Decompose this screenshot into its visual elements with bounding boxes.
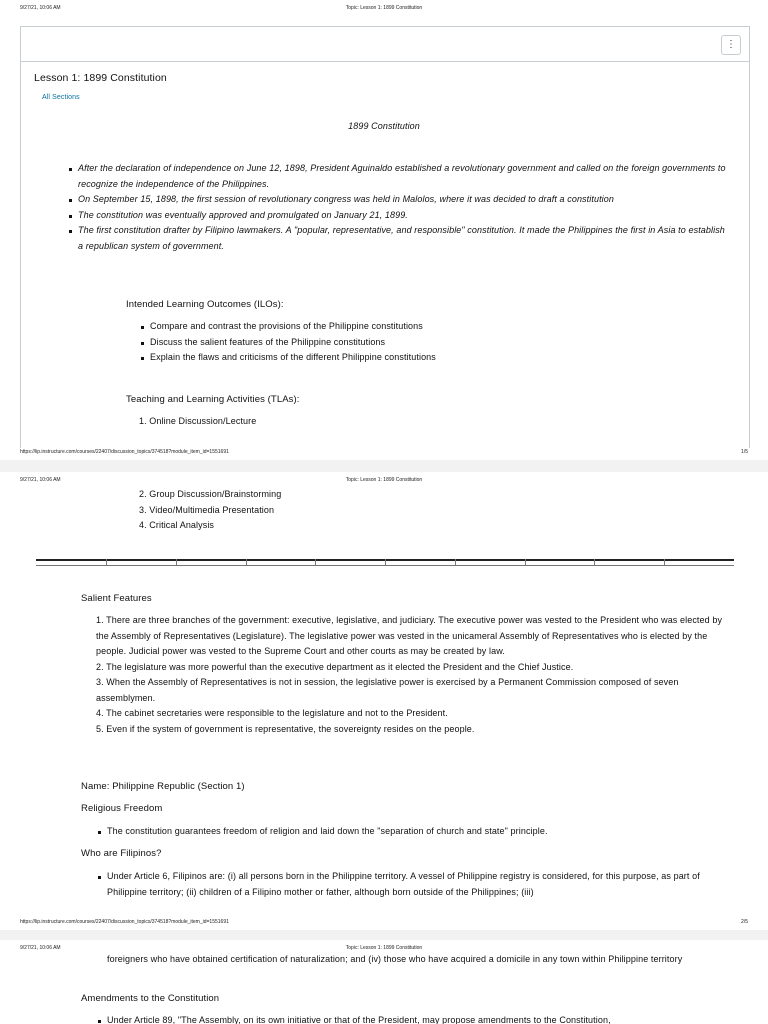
print-datetime: 9/27/21, 10:06 AM bbox=[20, 477, 61, 483]
pdf-page-1 bbox=[0, 0, 768, 460]
list-item: On September 15, 1898, the first session of revolutionary congress was held in Malolos, where it was decided to draft a constitution bbox=[67, 192, 731, 208]
intro-list bbox=[67, 161, 731, 254]
filipinos-continuation: foreigners who have obtained certification of naturalization; and (iv) those who have acquired a domicile in any town within Philippine territory bbox=[107, 954, 683, 964]
discussion-toolbar bbox=[20, 26, 750, 62]
pdf-page-2 bbox=[0, 472, 768, 930]
list-item: The constitution guarantees freedom of religion and laid down the "separation of church and state" principle. bbox=[96, 824, 732, 840]
table-divider bbox=[36, 559, 734, 566]
print-title: Topic: Lesson 1: 1899 Constitution bbox=[345, 477, 423, 483]
list-item: Under Article 6, Filipinos are: (i) all persons born in the Philippine territory. A vessel of Philippine registry is considered, for this purpose, as part of Philippine territory; (ii) children of a Filipino mother or father, although born outside of the Philippines; (iii) bbox=[96, 869, 732, 900]
religious-list bbox=[96, 824, 732, 840]
list-item: 1. There are three branches of the government: executive, legislative, and judiciary. The executive power was vested to the President who was elected by the Assembly of Representatives (Legislature). The legislative power was vested in the unicameral Assembly of Representatives who is elected by the people. Judicial power was vested to the Supreme Court and other courts as may be created by law. bbox=[96, 615, 723, 656]
amendments-heading: Amendments to the Constitution bbox=[81, 993, 220, 1004]
all-sections-link[interactable]: All Sections bbox=[42, 94, 80, 101]
page-number: 1/5 bbox=[741, 449, 748, 455]
print-url: https://lip.instructure.com/courses/22407/discussion_topics/374518?module_item_id=1551691 bbox=[20, 919, 229, 925]
list-item: Discuss the salient features of the Philippine constitutions bbox=[139, 335, 699, 351]
print-datetime: 9/27/21, 10:06 AM bbox=[20, 945, 61, 951]
tla-item: 2. Group Discussion/Brainstorming bbox=[139, 489, 282, 499]
list-item: Compare and contrast the provisions of the Philippine constitutions bbox=[139, 319, 699, 335]
list-item: Under Article 89, "The Assembly, on its own initiative or that of the President, may propose amendments to the Constitution, bbox=[96, 1013, 732, 1024]
list-item: 3. When the Assembly of Representatives is not in session, the legislative power is exercised by a Permanent Commission composed of seven assemblymen. bbox=[96, 677, 679, 703]
list-item: 5. Even if the system of government is representative, the sovereignty resides on the people. bbox=[96, 723, 475, 734]
tla-heading: Teaching and Learning Activities (TLAs): bbox=[126, 394, 300, 405]
more-options-icon[interactable]: ⋮ bbox=[721, 35, 741, 55]
ilo-heading: Intended Learning Outcomes (ILOs): bbox=[126, 299, 284, 310]
lesson-title: Lesson 1: 1899 Constitution bbox=[34, 72, 167, 84]
ilo-list bbox=[139, 319, 699, 366]
religious-heading: Religious Freedom bbox=[81, 803, 163, 814]
print-header bbox=[0, 0, 768, 14]
print-title: Topic: Lesson 1: 1899 Constitution bbox=[345, 945, 423, 951]
tla-item: 4. Critical Analysis bbox=[139, 520, 215, 530]
print-footer bbox=[0, 916, 768, 930]
amendments-list bbox=[96, 1013, 732, 1024]
print-title: Topic: Lesson 1: 1899 Constitution bbox=[345, 5, 423, 11]
pdf-page-3 bbox=[0, 940, 768, 1024]
tla-item: 1. Online Discussion/Lecture bbox=[139, 416, 257, 426]
salient-list bbox=[96, 613, 732, 737]
content-heading: 1899 Constitution bbox=[348, 121, 420, 131]
list-item: After the declaration of independence on June 12, 1898, President Aguinaldo established a revolutionary government and called on the foreign governments to recognize the independence of the Philippines. bbox=[67, 161, 731, 192]
page-number: 2/5 bbox=[741, 919, 748, 925]
filipinos-heading: Who are Filipinos? bbox=[81, 848, 162, 859]
print-footer bbox=[0, 446, 768, 460]
list-item: The first constitution drafter by Filipino lawmakers. A "popular, representative, and responsible" constitution. It made the Philippines the first in Asia to establish a republican system of government. bbox=[67, 223, 731, 254]
salient-heading: Salient Features bbox=[81, 593, 152, 604]
tla-item: 3. Video/Multimedia Presentation bbox=[139, 505, 275, 515]
print-url: https://lip.instructure.com/courses/22407/discussion_topics/374518?module_item_id=1551691 bbox=[20, 449, 229, 455]
list-item: 2. The legislature was more powerful than the executive department as it elected the President and the Chief Justice. bbox=[96, 661, 574, 672]
list-item: 4. The cabinet secretaries were responsible to the legislature and not to the President. bbox=[96, 708, 448, 718]
print-header bbox=[0, 472, 768, 486]
name-line: Name: Philippine Republic (Section 1) bbox=[81, 781, 245, 792]
print-datetime: 9/27/21, 10:06 AM bbox=[20, 5, 61, 11]
filipinos-list bbox=[96, 869, 732, 900]
list-item: Explain the flaws and criticisms of the different Philippine constitutions bbox=[139, 350, 699, 366]
list-item: The constitution was eventually approved and promulgated on January 21, 1899. bbox=[67, 208, 731, 224]
